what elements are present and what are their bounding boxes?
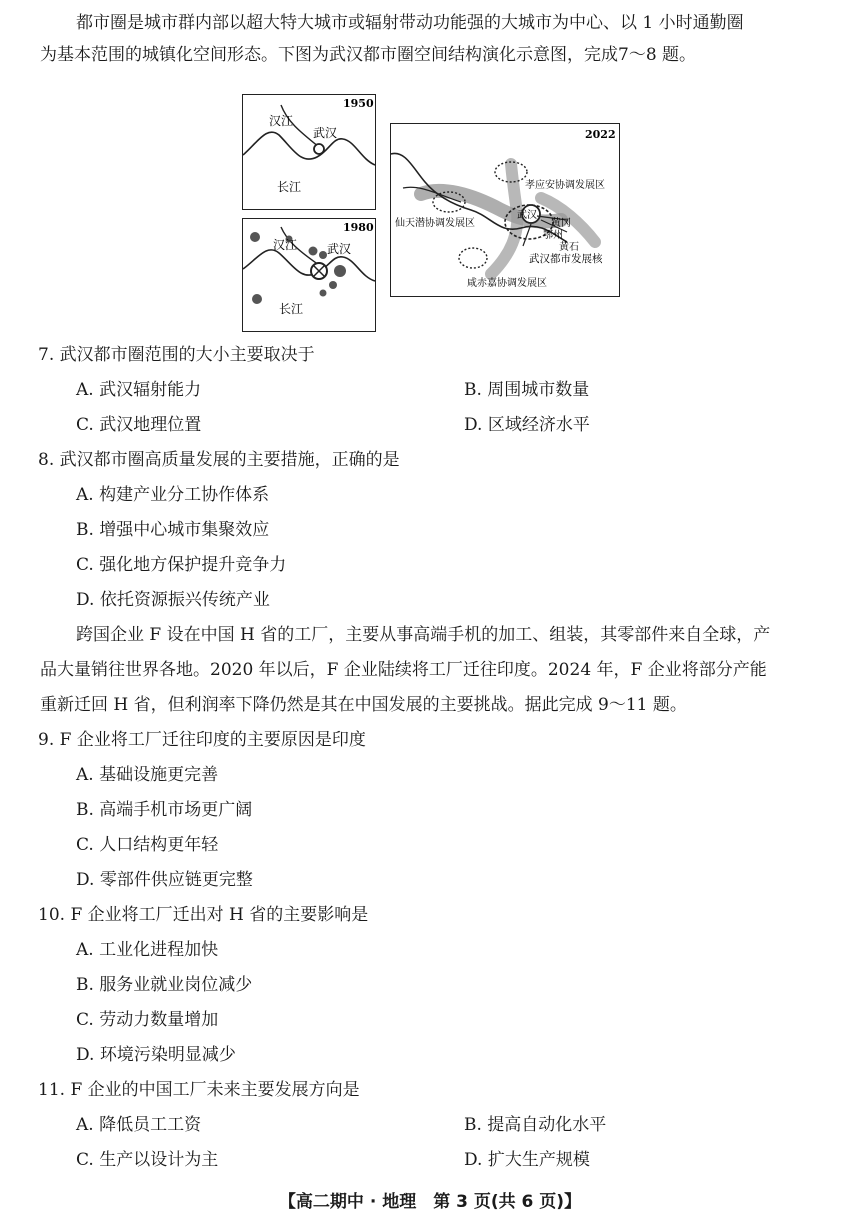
question-10-option-b: B. 服务业就业岗位减少 [76,975,253,995]
question-10-stem: 10. F 企业将工厂迁出对 H 省的主要影响是 [38,905,369,925]
intro-paragraph-2-line-2: 品大量销往世界各地。2020 年以后，F 企业陆续将工厂迁往印度。2024 年，F 企业将部分产能 [40,660,767,680]
question-9-option-d: D. 零部件供应链更完整 [76,870,253,890]
question-11-stem: 11. F 企业的中国工厂未来主要发展方向是 [38,1080,360,1100]
map-1950-wuhan-label: 武汉 [313,126,338,140]
map-2022-xiaogan-label: 孝应安协调发展区 [525,180,605,191]
question-8-stem: 8. 武汉都市圈高质量发展的主要措施，正确的是 [38,450,400,470]
question-9-option-b: B. 高端手机市场更广阔 [76,800,253,820]
question-8-option-b: B. 增强中心城市集聚效应 [76,520,270,540]
map-1980-han-label: 汉江 [273,238,298,252]
question-11-option-d: D. 扩大生产规模 [464,1150,590,1170]
question-9-stem: 9. F 企业将工厂迁往印度的主要原因是印度 [38,730,366,750]
question-8-option-d: D. 依托资源振兴传统产业 [76,590,270,610]
map-2022-xianning-label: 咸赤嘉协调发展区 [467,278,547,289]
page-footer: 【高二期中 · 地理 第 3 页(共 6 页)】 [278,1192,582,1212]
question-7-option-a: A. 武汉辐射能力 [76,380,202,400]
map-2022-wuhan-label: 武汉 [517,210,537,221]
map-2022-core-label: 武汉都市发展核 [529,253,603,265]
intro-paragraph-2-line-1: 跨国企业 F 设在中国 H 省的工厂，主要从事高端手机的加工、组装，其零部件来自全球，产 [76,625,771,645]
intro-paragraph-2-line-3: 重新迁回 H 省，但利润率下降仍然是其在中国发展的主要挑战。据此完成 9～11 题。 [40,695,687,715]
intro-paragraph-1-line-2: 为基本范围的城镇化空间形态。下图为武汉都市圈空间结构演化示意图，完成7～8 题。 [40,45,697,65]
map-1950-yangtze-label: 长江 [277,180,302,194]
question-9-option-a: A. 基础设施更完善 [76,765,219,785]
question-10-option-d: D. 环境污染明显减少 [76,1045,236,1065]
question-8-option-a: A. 构建产业分工协作体系 [76,485,270,505]
question-11-option-c: C. 生产以设计为主 [76,1150,219,1170]
question-11-option-b: B. 提高自动化水平 [464,1115,607,1135]
question-7-stem: 7. 武汉都市圈范围的大小主要取决于 [38,345,315,365]
map-1980-year: 1980 [343,221,374,234]
intro-paragraph-1-line-1: 都市圈是城市群内部以超大特大城市或辐射带动功能强的大城市为中心、以 1 小时通勤圈 [76,13,744,33]
map-1980-wuhan-label: 武汉 [327,242,352,256]
map-1950-han-label: 汉江 [269,114,294,128]
question-9-option-c: C. 人口结构更年轻 [76,835,219,855]
map-1980 [242,218,376,332]
question-11-option-a: A. 降低员工工资 [76,1115,202,1135]
map-1950 [242,94,376,210]
question-10-option-c: C. 劳动力数量增加 [76,1010,219,1030]
map-2022 [390,123,620,297]
question-7-option-c: C. 武汉地理位置 [76,415,202,435]
map-1950-year: 1950 [343,97,374,110]
question-7-option-b: B. 周围城市数量 [464,380,590,400]
map-2022-ezhou-label: 鄂州 [543,230,563,241]
map-2022-year: 2022 [585,128,616,141]
map-2022-xiantao-label: 仙天潜协调发展区 [395,218,475,229]
map-2022-huanggang-label: 黄冈 [551,218,571,229]
map-2022-huangshi-label: 黄石 [559,242,579,253]
map-1980-yangtze-label: 长江 [279,302,304,316]
question-8-option-c: C. 强化地方保护提升竞争力 [76,555,287,575]
question-7-option-d: D. 区域经济水平 [464,415,590,435]
question-10-option-a: A. 工业化进程加快 [76,940,219,960]
